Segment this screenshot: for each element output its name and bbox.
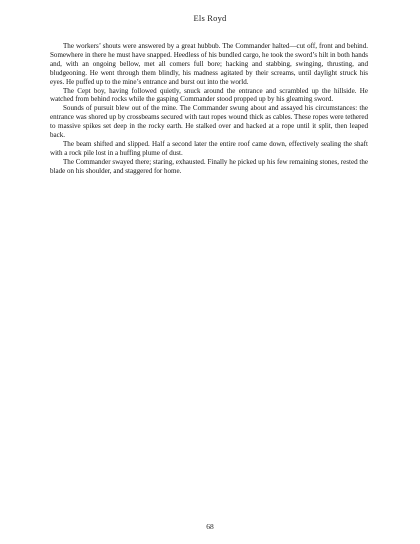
page-body: [50, 42, 368, 176]
page-number: 68: [206, 522, 214, 531]
body-paragraph: The Commander swayed there; staring, exhausted. Finally he picked up his few remaining stones, rested the blade on his shoulder, and staggered for home.: [50, 157, 368, 175]
body-paragraph: The Cept boy, having followed quietly, snuck around the entrance and scrambled up the hillside. He watched from behind rocks while the gasping Commander stood propped up by his gleaming sword.: [50, 86, 368, 104]
running-header: Els Royd: [193, 13, 227, 23]
body-paragraph: The workers’ shouts were answered by a great hubbub. The Commander halted—cut off, front and behind. Somewhere in there he must have snapped. Heedless of his bundled cargo, he took the sword’s hilt in both hands and, with an ongoing bellow, met all comers full bore; hacking and stabbing, swinging, thrusting, and bludgeoning. He went through them blindly, his madness agitated by their screams, until daylight struck his eyes. He puffed up to the mine’s entrance and burst out into the world.: [50, 42, 368, 86]
body-paragraph: The beam shifted and slipped. Half a second later the entire roof came down, effectively sealing the shaft with a rock pile lost in a huffing plume of dust.: [50, 139, 368, 157]
body-paragraph: Sounds of pursuit blew out of the mine. The Commander swung about and assayed his circumstances: the entrance was shored up by crossbeams secured with taut ropes wound thick as cables. These ropes were tethered to massive spikes set deep in the rocky earth. He stalked over and hacked at a rope until it split, then leaped back.: [50, 104, 368, 140]
